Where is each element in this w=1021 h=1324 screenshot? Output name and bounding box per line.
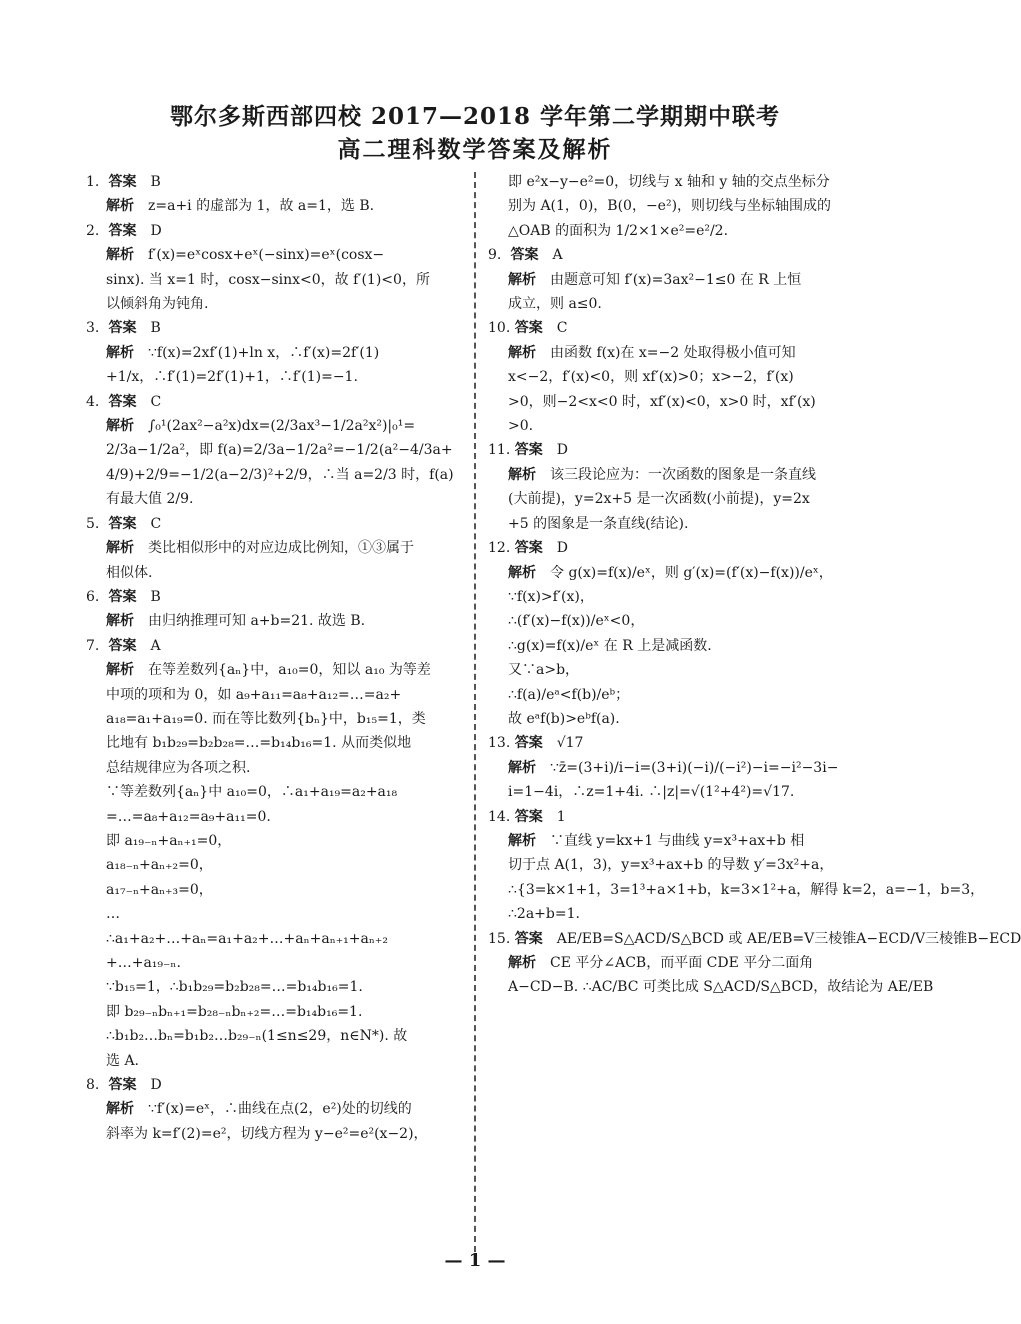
- answer-label: 答案: [108, 637, 137, 654]
- analysis-text: >0，则−2<x<0 时，xf′(x)<0，x>0 时，xf′(x): [508, 393, 816, 410]
- analysis-line: [488, 512, 864, 536]
- analysis-text: z=a+i 的虚部为 1，故 a=1，选 B.: [148, 198, 375, 215]
- analysis-text: ∴2a+b=1.: [508, 906, 580, 923]
- answer-item: [488, 927, 1021, 1000]
- answer-value: D: [150, 222, 162, 239]
- analysis-line: [86, 756, 462, 780]
- answer-label: 答案: [108, 320, 137, 337]
- analysis-line: [86, 536, 462, 560]
- analysis-line: [488, 341, 864, 365]
- analysis-label: 解析: [106, 198, 134, 215]
- analysis-line: [86, 609, 462, 633]
- answer-label: 答案: [108, 222, 137, 239]
- analysis-text: 4/9)+2/9=−1/2(a−2/3)²+2/9，∴当 a=2/3 时，f(a): [106, 466, 454, 483]
- analysis-line: [488, 219, 864, 243]
- analysis-line: [86, 975, 462, 999]
- page-title: 鄂尔多斯西部四校 2017—2018 学年第二学期期中联考: [169, 103, 781, 130]
- analysis-line: [488, 902, 864, 926]
- analysis-label: 解析: [106, 540, 134, 557]
- analysis-text: a₁₇₋ₙ+aₙ₊₃=0，: [106, 881, 213, 898]
- analysis-line: [86, 951, 462, 975]
- answer-item: [86, 1073, 462, 1146]
- analysis-text: ∵f(x)>f′(x)，: [508, 588, 594, 605]
- analysis-text: ∴g(x)=f(x)/eˣ 在 R 上是减函数.: [508, 637, 712, 654]
- analysis-label: 解析: [106, 1101, 134, 1118]
- answer-value: A: [150, 637, 161, 654]
- answer-label: 答案: [514, 442, 543, 459]
- analysis-line: [86, 561, 462, 585]
- analysis-text: i=1−4i，∴z=1+4i. ∴|z|=√(1²+4²)=√17.: [508, 784, 795, 801]
- analysis-line: [86, 1049, 462, 1073]
- answer-item: [86, 585, 462, 634]
- answer-item: [86, 512, 462, 585]
- analysis-text: f′(x)=eˣcosx+eˣ(−sinx)=eˣ(cosx−: [148, 247, 385, 264]
- analysis-text: ∴f(a)/eᵃ<f(b)/eᵇ；: [508, 686, 630, 703]
- analysis-text: +…+a₁₉₋ₙ.: [106, 955, 181, 971]
- question-number: 1.: [86, 174, 100, 190]
- analysis-line: [488, 853, 864, 877]
- analysis-line: [86, 902, 462, 926]
- analysis-line: [488, 487, 864, 511]
- analysis-line: [488, 878, 985, 902]
- question-number: 3.: [86, 320, 100, 337]
- analysis-line: [86, 365, 462, 389]
- analysis-line: [86, 1122, 462, 1146]
- analysis-line: [86, 658, 462, 682]
- analysis-text: 即 e²x−y−e²=0，切线与 x 轴和 y 轴的交点坐标分: [508, 174, 830, 190]
- answer-line: [86, 585, 462, 609]
- answer-item: [488, 731, 864, 804]
- analysis-line: [86, 194, 462, 218]
- analysis-text: 选 A.: [106, 1052, 140, 1069]
- analysis-line: [488, 951, 864, 975]
- answer-item: [488, 316, 864, 438]
- analysis-line: [86, 292, 462, 316]
- answer-value: B: [150, 174, 161, 190]
- analysis-text: 令 g(x)=f(x)/eˣ，则 g′(x)=(f′(x)−f(x))/eˣ，: [550, 564, 833, 581]
- analysis-text: =…=a₈+a₁₂=a₉+a₁₁=0.: [106, 808, 271, 825]
- analysis-text: 比地有 b₁b₂₉=b₂b₂₈=…=b₁₄b₁₆=1. 从而类似地: [106, 735, 412, 752]
- analysis-text: x<−2，f′(x)<0，则 xf′(x)>0；x>−2，f′(x): [508, 369, 794, 386]
- analysis-text: 别为 A(1，0)，B(0，−e²)，则切线与坐标轴围成的: [508, 198, 832, 215]
- analysis-line: [488, 292, 864, 316]
- analysis-label: 解析: [106, 418, 134, 435]
- analysis-line: [86, 463, 462, 487]
- analysis-label: 解析: [106, 613, 134, 630]
- answer-value: AE/EB=S△ACD/S△BCD 或 AE/EB=V三棱锥A−ECD/V三棱锥B−ECD: [556, 930, 1021, 947]
- question-number: 11.: [488, 442, 511, 459]
- answer-item: [488, 170, 864, 243]
- answer-value: D: [150, 1077, 162, 1094]
- analysis-text: ∵等差数列{aₙ}中 a₁₀=0，∴a₁+a₁₉=a₂+a₁₈: [106, 784, 398, 801]
- analysis-text: 有最大值 2/9.: [106, 491, 194, 508]
- answer-item: [86, 390, 462, 512]
- analysis-line: [86, 878, 462, 902]
- answer-line: [86, 170, 462, 194]
- column-divider: [474, 172, 476, 1252]
- analysis-label: 解析: [508, 832, 536, 849]
- analysis-line: [86, 438, 462, 462]
- answer-label: 答案: [108, 174, 137, 190]
- analysis-text: (大前提)，y=2x+5 是一次函数(小前提)，y=2x: [508, 491, 810, 508]
- answer-item: [488, 243, 864, 316]
- answer-value: 1: [556, 808, 566, 825]
- answer-value: B: [150, 588, 161, 605]
- analysis-text: ∵f′(x)=eˣ，∴曲线在点(2，e²)处的切线的: [148, 1101, 412, 1118]
- analysis-line: [86, 1024, 462, 1048]
- analysis-line: [488, 585, 864, 609]
- analysis-line: [488, 390, 864, 414]
- answer-value: B: [150, 320, 161, 337]
- left-column: [86, 170, 462, 1146]
- analysis-line: [488, 975, 934, 999]
- analysis-line: [488, 194, 864, 218]
- answer-value: D: [556, 540, 568, 557]
- analysis-line: [488, 756, 864, 780]
- answer-value: D: [556, 442, 568, 459]
- analysis-text: 以倾斜角为钝角.: [106, 296, 209, 313]
- answer-line: [86, 390, 462, 414]
- analysis-text: 2/3a−1/2a²，即 f(a)=2/3a−1/2a²=−1/2(a²−4/3a+: [106, 442, 453, 459]
- answer-line: [86, 219, 462, 243]
- analysis-line: [488, 683, 864, 707]
- analysis-label: 解析: [508, 759, 536, 776]
- answer-label: 答案: [108, 588, 137, 605]
- answer-value: √17: [556, 735, 584, 752]
- answer-label: 答案: [108, 393, 137, 410]
- question-number: 2.: [86, 222, 100, 239]
- question-number: 13.: [488, 735, 511, 752]
- question-number: 7.: [86, 637, 100, 654]
- analysis-label: 解析: [106, 247, 134, 264]
- page-number: — 1 —: [444, 1250, 506, 1271]
- analysis-text: 在等差数列{aₙ}中，a₁₀=0，知以 a₁₀ 为等差: [148, 662, 431, 679]
- answer-line: [488, 438, 864, 462]
- analysis-text: 中项的项和为 0，如 a₉+a₁₁=a₈+a₁₂=…=a₂+: [106, 686, 402, 703]
- analysis-text: A−CD−B. ∴AC/BC 可类比成 S△ACD/S△BCD，故结论为 AE/EB: [508, 979, 934, 996]
- analysis-line: [86, 683, 462, 707]
- analysis-line: [488, 463, 864, 487]
- analysis-text: …: [106, 906, 120, 923]
- analysis-label: 解析: [508, 466, 536, 483]
- answer-label: 答案: [514, 320, 543, 337]
- question-number: 15.: [488, 930, 511, 947]
- analysis-line: [488, 414, 864, 438]
- answer-line: [86, 1073, 462, 1097]
- answer-value: A: [552, 247, 563, 264]
- question-number: 9.: [488, 247, 502, 264]
- answer-item: [86, 170, 462, 219]
- answer-line: [488, 805, 864, 829]
- answer-item: [86, 316, 462, 389]
- question-number: 10.: [488, 320, 511, 337]
- answer-line: [86, 512, 462, 536]
- answer-line: [488, 927, 1021, 951]
- answer-line: [488, 536, 864, 560]
- analysis-text: +5 的图象是一条直线(结论).: [508, 515, 689, 532]
- analysis-line: [86, 707, 462, 731]
- analysis-label: 解析: [508, 271, 536, 288]
- analysis-line: [86, 780, 462, 804]
- answer-item: [488, 805, 985, 927]
- answer-label: 答案: [108, 1077, 137, 1094]
- analysis-text: a₁₈₋ₙ+aₙ₊₂=0，: [106, 857, 213, 874]
- analysis-text: 由函数 f(x)在 x=−2 处取得极小值可知: [550, 344, 796, 361]
- answer-line: [488, 316, 864, 340]
- question-number: 5.: [86, 515, 100, 532]
- analysis-text: 切于点 A(1，3)，y=x³+ax+b 的导数 y′=3x²+a，: [508, 857, 834, 874]
- analysis-text: ∵f(x)=2xf′(1)+ln x，∴f′(x)=2f′(1): [148, 344, 380, 361]
- analysis-text: CE 平分∠ACB，而平面 CDE 平分二面角: [550, 955, 814, 971]
- analysis-line: [86, 341, 462, 365]
- analysis-text: >0.: [508, 418, 534, 435]
- right-column: [488, 170, 1021, 1000]
- answer-label: 答案: [510, 247, 539, 264]
- question-number: 8.: [86, 1077, 100, 1094]
- analysis-line: [488, 365, 864, 389]
- analysis-text: 斜率为 k=f′(2)=e²，切线方程为 y−e²=e²(x−2)，: [106, 1125, 428, 1142]
- answer-line: [86, 316, 462, 340]
- answer-item: [488, 438, 864, 536]
- analysis-text: 成立，则 a≤0.: [508, 296, 602, 313]
- analysis-line: [488, 561, 864, 585]
- analysis-text: ∴a₁+a₂+…+aₙ=a₁+a₂+…+aₙ+aₙ₊₁+aₙ₊₂: [106, 930, 388, 947]
- analysis-text: 即 b₂₉₋ₙbₙ₊₁=b₂₈₋ₙbₙ₊₂=…=b₁₄b₁₆=1.: [106, 1003, 363, 1020]
- analysis-line: [86, 853, 462, 877]
- analysis-line: [488, 829, 864, 853]
- analysis-line: [86, 927, 462, 951]
- answer-line: [488, 243, 864, 267]
- analysis-text: ∴{3=k×1+1，3=1³+a×1+b，k=3×1²+a，解得 k=2，a=−1，b=3，: [508, 881, 985, 898]
- answer-line: [488, 731, 864, 755]
- analysis-text: +1/x，∴f′(1)=2f′(1)+1，∴f′(1)=−1.: [106, 369, 358, 386]
- question-number: 14.: [488, 808, 511, 825]
- analysis-line: [86, 487, 462, 511]
- analysis-label: 解析: [508, 955, 536, 971]
- analysis-line: [488, 780, 864, 804]
- analysis-text: sinx). 当 x=1 时，cosx−sinx<0，故 f′(1)<0，所: [106, 271, 430, 288]
- analysis-text: 又∵a>b，: [508, 662, 580, 679]
- question-number: 12.: [488, 540, 511, 557]
- page-subtitle: 高二理科数学答案及解析: [337, 136, 613, 163]
- answer-line: [86, 634, 462, 658]
- answer-label: 答案: [514, 808, 543, 825]
- question-number: 4.: [86, 393, 100, 410]
- analysis-line: [86, 1097, 462, 1121]
- question-number: 6.: [86, 588, 100, 605]
- analysis-label: 解析: [106, 344, 134, 361]
- analysis-line: [488, 658, 864, 682]
- analysis-text: 类比相似形中的对应边成比例知，①③属于: [148, 540, 414, 557]
- analysis-label: 解析: [508, 564, 536, 581]
- analysis-text: a₁₈=a₁+a₁₉=0. 而在等比数列{bₙ}中，b₁₅=1，类: [106, 710, 426, 727]
- analysis-text: 由归纳推理可知 a+b=21. 故选 B.: [148, 613, 366, 630]
- analysis-line: [86, 731, 462, 755]
- analysis-line: [86, 414, 462, 438]
- analysis-line: [488, 609, 864, 633]
- answer-item: [86, 219, 462, 317]
- analysis-label: 解析: [508, 344, 536, 361]
- analysis-text: 故 eᵃf(b)>eᵇf(a).: [508, 710, 620, 727]
- analysis-text: ∵z̄=(3+i)/i−i=(3+i)(−i)/(−i²)−i=−i²−3i−: [550, 759, 839, 776]
- analysis-line: [86, 243, 462, 267]
- analysis-text: ∵b₁₅=1，∴b₁b₂₉=b₂b₂₈=…=b₁₄b₁₆=1.: [106, 979, 363, 996]
- analysis-text: 相似体.: [106, 564, 153, 581]
- answer-label: 答案: [514, 930, 543, 947]
- analysis-text: 由题意可知 f′(x)=3ax²−1≤0 在 R 上恒: [550, 271, 802, 288]
- analysis-text: △OAB 的面积为 1/2×1×e²=e²/2.: [508, 222, 729, 239]
- answer-label: 答案: [514, 735, 543, 752]
- analysis-text: 总结规律应为各项之积.: [106, 759, 251, 776]
- analysis-line: [488, 268, 864, 292]
- analysis-text: 即 a₁₉₋ₙ+aₙ₊₁=0，: [106, 832, 232, 849]
- analysis-line: [488, 170, 864, 194]
- answer-label: 答案: [108, 515, 137, 532]
- analysis-line: [488, 634, 864, 658]
- analysis-text: ∴(f′(x)−f(x))/eˣ<0，: [508, 613, 645, 630]
- analysis-line: [488, 707, 864, 731]
- answer-item: [488, 536, 864, 731]
- analysis-text: ∴b₁b₂…bₙ=b₁b₂…b₂₉₋ₙ(1≤n≤29，n∈N*). 故: [106, 1028, 408, 1045]
- analysis-text: 该三段论应为：一次函数的图象是一条直线: [550, 466, 816, 483]
- analysis-line: [86, 829, 462, 853]
- analysis-line: [86, 1000, 462, 1024]
- answer-value: C: [150, 515, 162, 532]
- analysis-label: 解析: [106, 662, 134, 679]
- analysis-line: [86, 268, 462, 292]
- answer-value: C: [150, 393, 162, 410]
- answer-item: [86, 634, 462, 1073]
- analysis-line: [86, 805, 462, 829]
- analysis-text: ∵直线 y=kx+1 与曲线 y=x³+ax+b 相: [550, 832, 805, 849]
- analysis-text: ∫₀¹(2ax²−a²x)dx=(2/3ax³−1/2a²x²)|₀¹=: [148, 418, 416, 435]
- answer-value: C: [556, 320, 568, 337]
- answer-label: 答案: [514, 540, 543, 557]
